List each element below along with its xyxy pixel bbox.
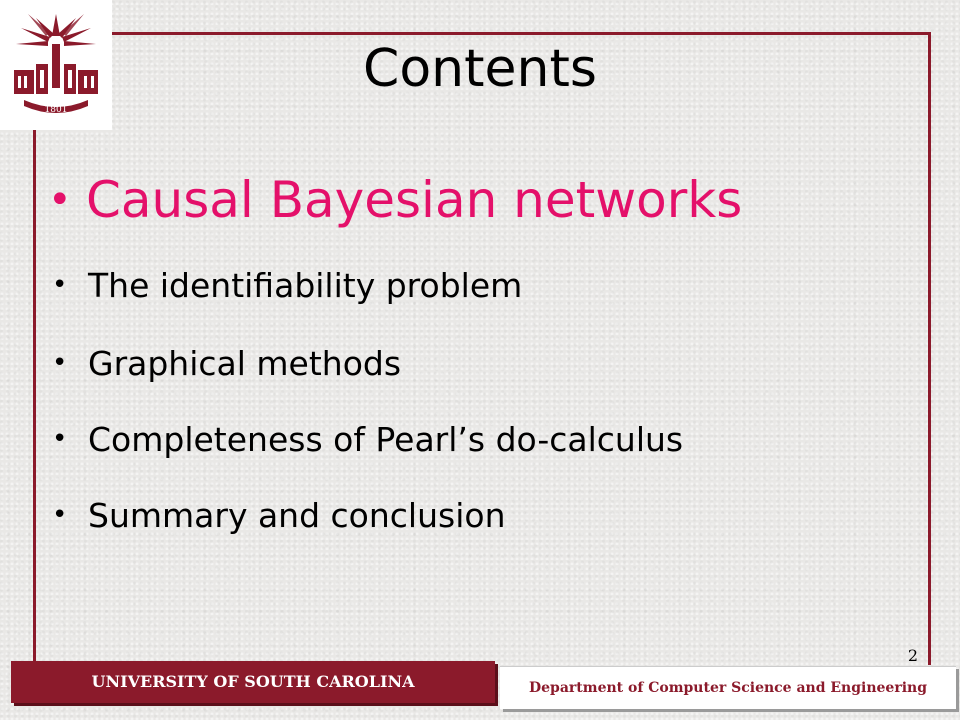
page-number: 2 (907, 646, 918, 665)
bullet: • (52, 270, 68, 300)
contents-item-5 (52, 488, 505, 542)
contents-item-label: Graphical methods (88, 343, 402, 383)
bullet: • (52, 348, 68, 378)
contents-item-label: Completeness of Pearl’s do-calculus (88, 419, 684, 459)
footer-university-banner: UNIVERSITY OF SOUTH CAROLINA (11, 661, 495, 703)
bullet: • (52, 424, 68, 454)
logo-year: 1801 (44, 105, 68, 115)
contents-item-label: The identifiability problem (88, 265, 523, 305)
contents-item-3 (52, 336, 401, 390)
contents-item-4 (52, 412, 683, 466)
contents-item-label: Summary and conclusion (88, 495, 506, 535)
contents-item-1 (48, 160, 742, 240)
frame-left-rule (33, 80, 36, 665)
slide-title: Contents (363, 39, 597, 99)
contents-item-label: Causal Bayesian networks (86, 171, 743, 229)
footer-department-banner: Department of Computer Science and Engineering (500, 666, 956, 709)
bullet: • (48, 177, 72, 223)
contents-item-2 (52, 258, 522, 312)
frame-right-rule (928, 32, 931, 665)
bullet: • (52, 500, 68, 530)
